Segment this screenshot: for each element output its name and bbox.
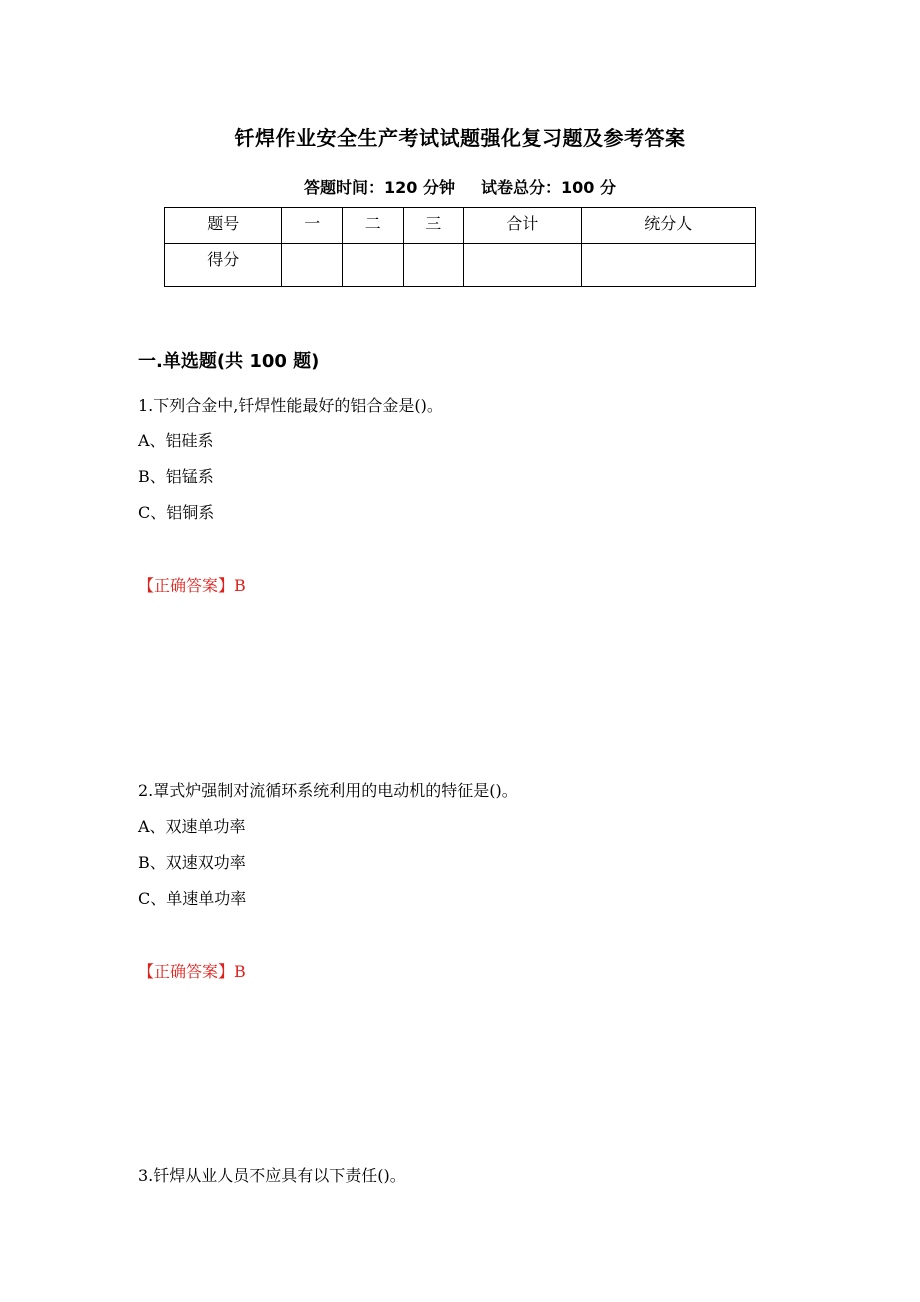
exam-info — [0, 175, 920, 198]
question-stem: 3.钎焊从业人员不应具有以下责任()。 — [138, 1166, 406, 1185]
score-table-cell — [581, 244, 755, 287]
answer-value: B — [234, 576, 246, 595]
question-option: A、双速单功率 — [138, 817, 246, 836]
score-table-cell: 题号 — [165, 208, 282, 244]
total-score: 试卷总分：100 分 — [481, 178, 616, 197]
answer-value: B — [234, 962, 246, 981]
question-stem: 2.罩式炉强制对流循环系统利用的电动机的特征是()。 — [138, 781, 518, 800]
correct-answer — [138, 573, 246, 596]
exam-time: 答题时间：120 分钟 — [304, 178, 455, 197]
score-table — [164, 207, 756, 287]
question-option: B、铝锰系 — [138, 467, 214, 486]
score-table-cell: 一 — [282, 208, 343, 244]
score-table-cell: 得分 — [165, 244, 282, 287]
score-table-cell — [343, 244, 404, 287]
question-option: A、铝硅系 — [138, 431, 214, 450]
answer-label: 【正确答案】 — [138, 576, 235, 595]
score-table-cell: 二 — [343, 208, 404, 244]
answer-label: 【正确答案】 — [138, 962, 235, 981]
score-table-cell — [464, 244, 581, 287]
score-table-cell: 三 — [403, 208, 464, 244]
document-title: 钎焊作业安全生产考试试题强化复习题及参考答案 — [234, 126, 686, 150]
score-table-header-row — [165, 208, 756, 244]
score-table-cell: 统分人 — [581, 208, 755, 244]
score-table-score-row — [165, 244, 756, 287]
question-option: C、铝铜系 — [138, 503, 215, 522]
question-stem: 1.下列合金中,钎焊性能最好的铝合金是()。 — [138, 396, 443, 415]
question-option: C、单速单功率 — [138, 889, 247, 908]
correct-answer — [138, 959, 246, 982]
score-table-cell: 合计 — [464, 208, 581, 244]
section-title: 一.单选题(共 100 题) — [138, 351, 320, 372]
score-table-cell — [403, 244, 464, 287]
score-table-cell — [282, 244, 343, 287]
question-option: B、双速双功率 — [138, 853, 246, 872]
